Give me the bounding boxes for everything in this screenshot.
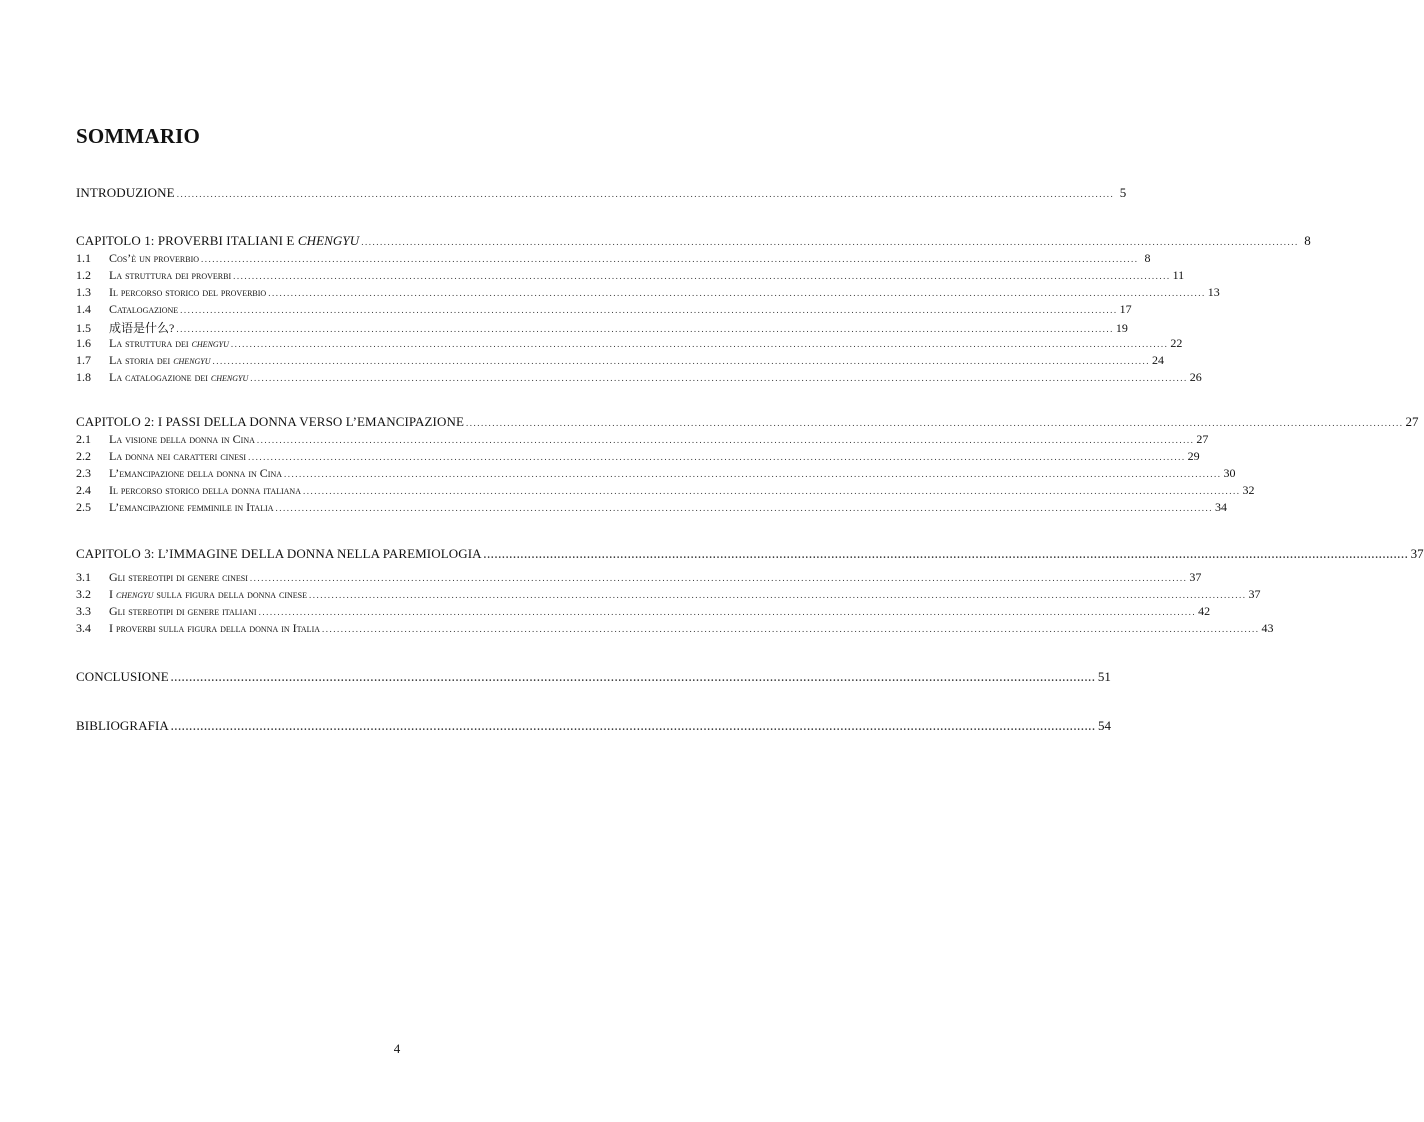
toc-entry-introduzione[interactable]	[76, 185, 1127, 202]
toc-label: Gli stereotipi di genere cinesi	[109, 570, 248, 584]
toc-label: Il percorso storico del proverbio	[109, 285, 267, 299]
toc-label: La struttura dei chengyu	[109, 336, 229, 350]
leader-dots: ..........................................................................................................................................................................................................................................................	[212, 356, 1151, 366]
toc-label: I chengyu sulla figura della donna cinese	[109, 587, 308, 601]
leader-dots: ..........................................................................................................................................................................................................................................................	[309, 590, 1247, 600]
toc-page: 29	[1187, 449, 1200, 463]
toc-entry-2-3[interactable]	[76, 466, 1236, 483]
toc-entry-capitolo-3[interactable]	[76, 546, 1424, 563]
leader-dots: ..........................................................................................................................................................................................................................................................	[256, 435, 1195, 445]
leader-dots: ..........................................................................................................................................................................................................................................................	[302, 486, 1241, 496]
section-number: 2.1	[76, 432, 91, 446]
section-number: 2.4	[76, 483, 91, 497]
leader-dots: ..........................................................................................................................................................................................................................................................	[233, 271, 1171, 281]
toc-page: 13	[1207, 285, 1220, 299]
toc-page: 24	[1152, 353, 1165, 367]
leader-dots: ..........................................................................................................................................................................................................................................................	[249, 573, 1188, 583]
leader-dots: ..........................................................................................................................................................................................................................................................	[322, 624, 1260, 634]
toc-entry-3-3[interactable]	[76, 604, 1211, 621]
section-number: 3.1	[76, 570, 91, 584]
toc-page: 34	[1215, 500, 1227, 514]
toc-page: 5	[1119, 185, 1127, 200]
toc-label: Il percorso storico della donna italiana	[109, 483, 301, 497]
toc-page: 42	[1198, 604, 1211, 618]
toc-entry-bibliografia[interactable]	[76, 718, 1111, 735]
toc-entry-2-2[interactable]	[76, 449, 1200, 466]
section-number: 1.8	[76, 370, 91, 384]
toc-page: 43	[1261, 621, 1274, 635]
toc-page: 37	[1410, 546, 1424, 561]
toc-label: CAPITOLO 3: L’IMMAGINE DELLA DONNA NELLA PAREMIOLOGIA	[76, 546, 482, 561]
leader-dots: ..........................................................................................................................................................................................................................................................	[176, 324, 1114, 334]
toc-label: INTRODUZIONE	[76, 185, 175, 200]
toc-entry-2-1[interactable]	[76, 432, 1209, 449]
section-number: 1.5	[76, 321, 91, 335]
toc-entry-1-2[interactable]	[76, 268, 1185, 285]
toc-label: Gli stereotipi di genere italiani	[109, 604, 257, 618]
page-number: 4	[393, 1041, 401, 1056]
leader-dots: ..........................................................................................................................................................................................................................................................	[284, 469, 1222, 479]
leader-dots: ..........................................................................................................................................................................................................................................................	[176, 189, 1115, 199]
toc-entry-1-1[interactable]	[76, 251, 1151, 268]
toc-label: La struttura dei proverbi	[109, 268, 232, 282]
section-number: 3.4	[76, 621, 91, 635]
toc-page: 32	[1242, 483, 1255, 497]
leader-dots: ..........................................................................................................................................................................................................................................................	[248, 452, 1186, 462]
toc-page: 27	[1196, 432, 1209, 446]
toc-label: Catalogazione	[109, 302, 179, 316]
toc-page: 11	[1172, 268, 1185, 282]
toc-entry-1-7[interactable]	[76, 353, 1165, 370]
toc-entry-conclusione[interactable]	[76, 669, 1111, 686]
toc-label: L’emancipazione della donna in Cina	[109, 466, 283, 480]
toc-entry-3-1[interactable]	[76, 570, 1202, 587]
section-number: 2.2	[76, 449, 91, 463]
toc-page: 8	[1304, 233, 1311, 248]
toc-page: 37	[1248, 587, 1261, 601]
toc-entry-1-4[interactable]	[76, 302, 1132, 319]
leader-dots: ..........................................................................................................................................................................................................................................................	[250, 373, 1188, 383]
leader-dots: ..........................................................................................................................................................................................................................................................	[170, 722, 1096, 733]
leader-dots: ..........................................................................................................................................................................................................................................................	[258, 607, 1197, 617]
leader-dots: ..........................................................................................................................................................................................................................................................	[275, 503, 1213, 513]
toc-label: La catalogazione dei chengyu	[109, 370, 249, 384]
toc-entry-1-6[interactable]	[76, 336, 1183, 353]
section-number: 3.3	[76, 604, 91, 618]
section-number: 3.2	[76, 587, 91, 601]
toc-label: CAPITOLO 2: I PASSI DELLA DONNA VERSO L’EMANCIPAZIONE	[76, 414, 464, 429]
leader-dots: ..........................................................................................................................................................................................................................................................	[170, 673, 1096, 684]
section-number: 1.3	[76, 285, 91, 299]
toc-page: 22	[1170, 336, 1183, 350]
leader-dots: ..........................................................................................................................................................................................................................................................	[230, 339, 1169, 349]
toc-entry-capitolo-2[interactable]	[76, 414, 1419, 431]
toc-label: La donna nei caratteri cinesi	[109, 449, 247, 463]
toc-page: 8	[1144, 251, 1151, 265]
leader-dots: ..........................................................................................................................................................................................................................................................	[466, 418, 1404, 428]
toc-label: L’emancipazione femminile in Italia	[109, 500, 274, 514]
toc-label: La storia dei chengyu	[109, 353, 211, 367]
toc-entry-1-8[interactable]	[76, 370, 1202, 387]
toc-label: 成语是什么?	[109, 321, 175, 335]
leader-dots: ..........................................................................................................................................................................................................................................................	[201, 254, 1139, 264]
toc-entry-capitolo-1[interactable]	[76, 233, 1311, 250]
toc-page: 37	[1189, 570, 1202, 584]
section-number: 1.1	[76, 251, 91, 265]
toc-label: CONCLUSIONE	[76, 669, 169, 684]
toc-page: 27	[1405, 414, 1419, 429]
toc-entry-3-4[interactable]	[76, 621, 1274, 638]
section-number: 1.4	[76, 302, 91, 316]
toc-page: 51	[1097, 669, 1111, 684]
toc-page: 54	[1097, 718, 1111, 733]
leader-dots: ..........................................................................................................................................................................................................................................................	[180, 305, 1118, 315]
leader-dots: ..........................................................................................................................................................................................................................................................	[361, 237, 1299, 247]
toc-entry-1-3[interactable]	[76, 285, 1220, 302]
leader-dots: ..........................................................................................................................................................................................................................................................	[483, 550, 1409, 561]
section-number: 1.2	[76, 268, 91, 282]
toc-label: BIBLIOGRAFIA	[76, 718, 169, 733]
toc-page: 30	[1223, 466, 1236, 480]
toc-entry-2-4[interactable]	[76, 483, 1255, 500]
toc-entry-2-5[interactable]	[76, 500, 1227, 517]
toc-page: 19	[1115, 321, 1128, 335]
toc-page: 26	[1189, 370, 1202, 384]
leader-dots: ..........................................................................................................................................................................................................................................................	[268, 288, 1206, 298]
toc-entry-1-5[interactable]	[76, 319, 1128, 336]
page-title: SOMMARIO	[76, 124, 201, 148]
toc-label: I proverbi sulla figura della donna in Italia	[109, 621, 321, 635]
toc-label: La visione della donna in Cina	[109, 432, 255, 446]
toc-page: 17	[1119, 302, 1132, 316]
toc-entry-3-2[interactable]	[76, 587, 1261, 604]
section-number: 2.5	[76, 500, 91, 514]
toc-label: Cos’è un proverbio	[109, 251, 200, 265]
toc-label: CAPITOLO 1: PROVERBI ITALIANI E CHENGYU	[76, 233, 360, 248]
section-number: 1.6	[76, 336, 91, 350]
section-number: 1.7	[76, 353, 91, 367]
section-number: 2.3	[76, 466, 91, 480]
